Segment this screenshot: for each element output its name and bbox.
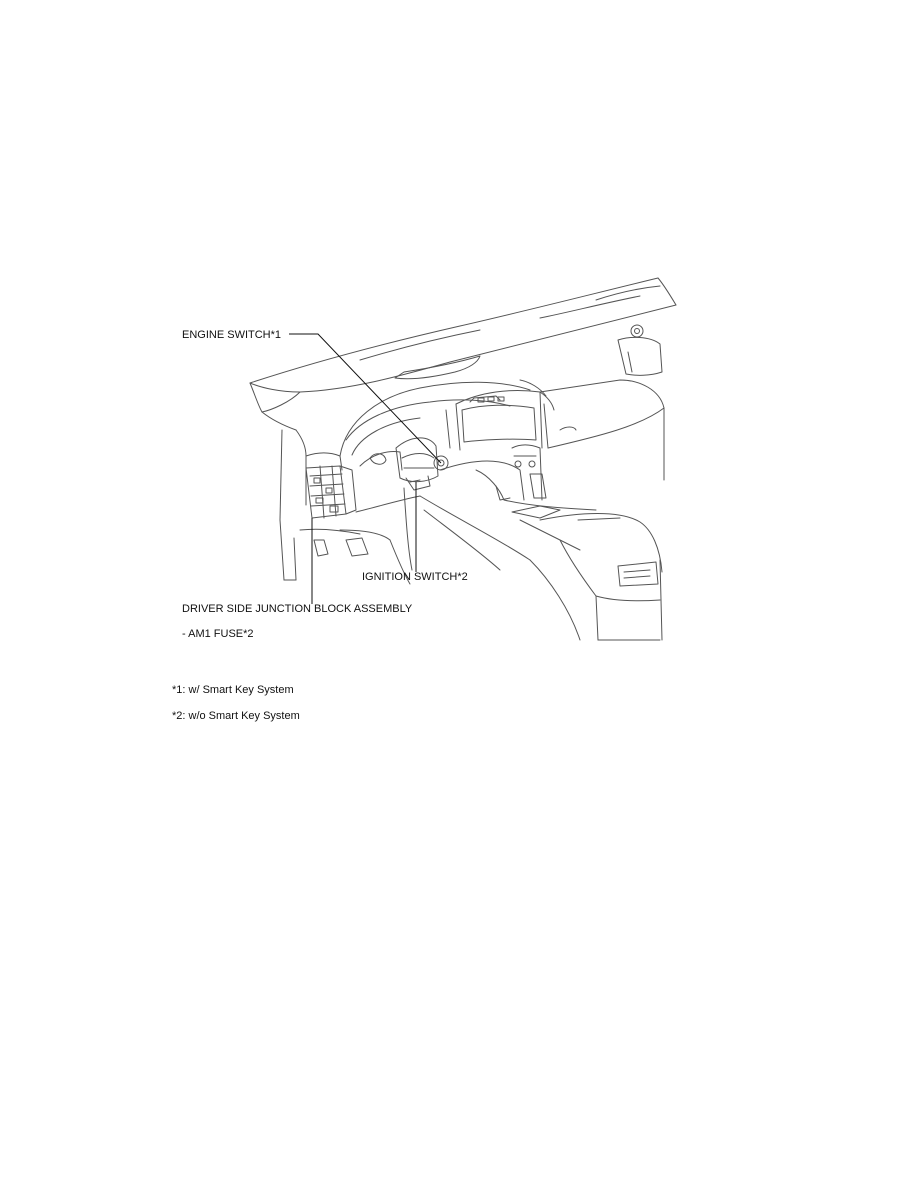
dashboard-top [250,278,676,430]
center-console [440,461,662,640]
driver-side-junction-block-label: DRIVER SIDE JUNCTION BLOCK ASSEMBLY [182,603,413,615]
am1-fuse-label: - AM1 FUSE*2 [182,628,254,640]
ignition-switch-label: IGNITION SWITCH*2 [362,571,468,583]
footnote-smart-key: *1: w/ Smart Key System [172,684,294,696]
engine-switch-leader [289,334,441,463]
steering-column [396,438,448,490]
lower-dash [314,488,420,584]
junction-block [306,466,356,518]
center-stack [446,380,664,500]
footnote-no-smart-key: *2: w/o Smart Key System [172,710,300,722]
engine-switch-label: ENGINE SWITCH*1 [182,329,282,341]
